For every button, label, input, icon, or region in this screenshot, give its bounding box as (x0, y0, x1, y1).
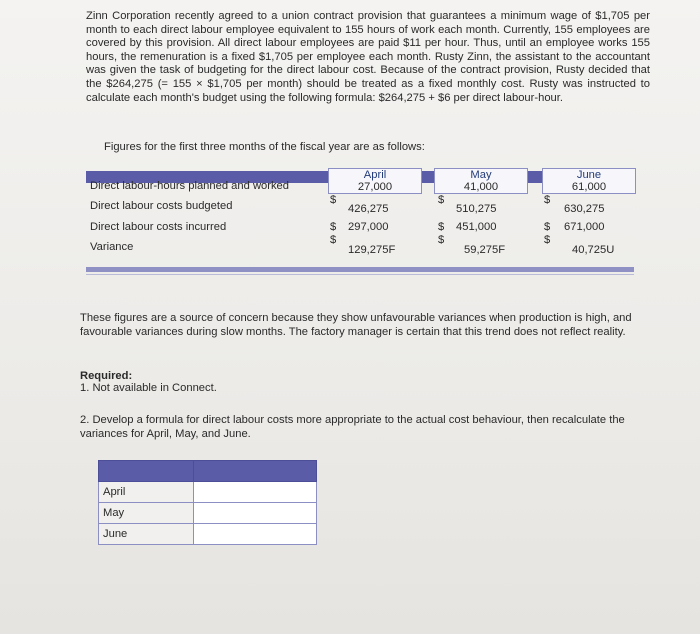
answer-table (98, 460, 317, 545)
budgeted-april: 426,275 (348, 203, 389, 215)
month-label: June (576, 169, 602, 181)
figures-table (86, 168, 634, 278)
header-cell (99, 461, 194, 482)
month-label: April (363, 169, 387, 181)
figures-intro: Figures for the first three months of the fiscal year are as follows: (104, 141, 425, 153)
incurred-june: 671,000 (564, 221, 605, 233)
required-heading: Required: (80, 370, 133, 382)
dollar-sign: $ (330, 234, 337, 246)
dollar-sign: $ (438, 234, 445, 246)
table-bottom-line (86, 274, 634, 275)
required-item-2: 2. Develop a formula for direct labour costs more appropriate to the actual cost behaviour, then recalculate the variances for April, May, and June. (80, 414, 625, 440)
hours-value: 41,000 (463, 181, 499, 193)
concern-paragraph: These figures are a source of concern because they show unfavourable variances when production is high, and favourable variances during slow months. The factory manager is certain that this trend does not reflect reality. (80, 312, 632, 338)
answer-cell[interactable] (194, 524, 317, 545)
dollar-sign: $ (438, 221, 445, 233)
row-label-hours: Direct labour-hours planned and worked (90, 180, 290, 192)
dollar-sign: $ (544, 234, 551, 246)
required-item-1: 1. Not available in Connect. (80, 382, 217, 394)
incurred-may: 451,000 (456, 221, 497, 233)
answer-input-may[interactable] (194, 503, 308, 523)
answer-row-april (99, 482, 317, 503)
row-label-incurred: Direct labour costs incurred (90, 221, 227, 233)
variance-april: 129,275F (348, 244, 396, 256)
hours-value: 27,000 (357, 181, 393, 193)
month-april (328, 168, 422, 194)
dollar-sign: $ (330, 221, 337, 233)
row-label: April (99, 482, 194, 503)
budgeted-may: 510,275 (456, 203, 497, 215)
answer-row-june (99, 524, 317, 545)
answer-cell[interactable] (194, 482, 317, 503)
row-label: June (99, 524, 194, 545)
answer-table-header (99, 461, 317, 482)
answer-row-may (99, 503, 317, 524)
row-label-variance: Variance (90, 241, 134, 253)
answer-input-june[interactable] (194, 524, 308, 544)
month-june (542, 168, 636, 194)
table-bottom-bar (86, 267, 634, 272)
dollar-sign: $ (438, 194, 445, 206)
incurred-april: 297,000 (348, 221, 389, 233)
dollar-sign: $ (544, 221, 551, 233)
row-label: May (99, 503, 194, 524)
month-label: May (470, 169, 492, 181)
header-cell (194, 461, 317, 482)
hours-value: 61,000 (571, 181, 607, 193)
problem-intro: Zinn Corporation recently agreed to a union contract provision that guarantees a minimum wage of $1,705 per month to each direct labour employee equivalent to 155 hours of work each month. Currently, 155 employees are covered by this provision. All direct labour employees are paid $11 per hour. Thus, until an employee works 155 hours, the remenuration is a fixed $1,705 per employee each month. Rusty Zinn, the assistant to the accountant was given the task of budgeting for the direct labour cost. Because of the contract provision, Rusty decided that the $264,275 (= 155 × $1,705 per month) should be treated as a fixed monthly cost. Rusty was instructed to calculate each month's budget using the following formula: $264,275 + $6 per direct labour-hour. (86, 10, 650, 104)
variance-may: 59,275F (464, 244, 506, 256)
dollar-sign: $ (544, 194, 551, 206)
month-may (434, 168, 528, 194)
answer-cell[interactable] (194, 503, 317, 524)
dollar-sign: $ (330, 194, 337, 206)
row-label-budgeted: Direct labour costs budgeted (90, 200, 233, 212)
budgeted-june: 630,275 (564, 203, 605, 215)
variance-june: 40,725U (572, 244, 615, 256)
answer-input-april[interactable] (194, 482, 308, 502)
